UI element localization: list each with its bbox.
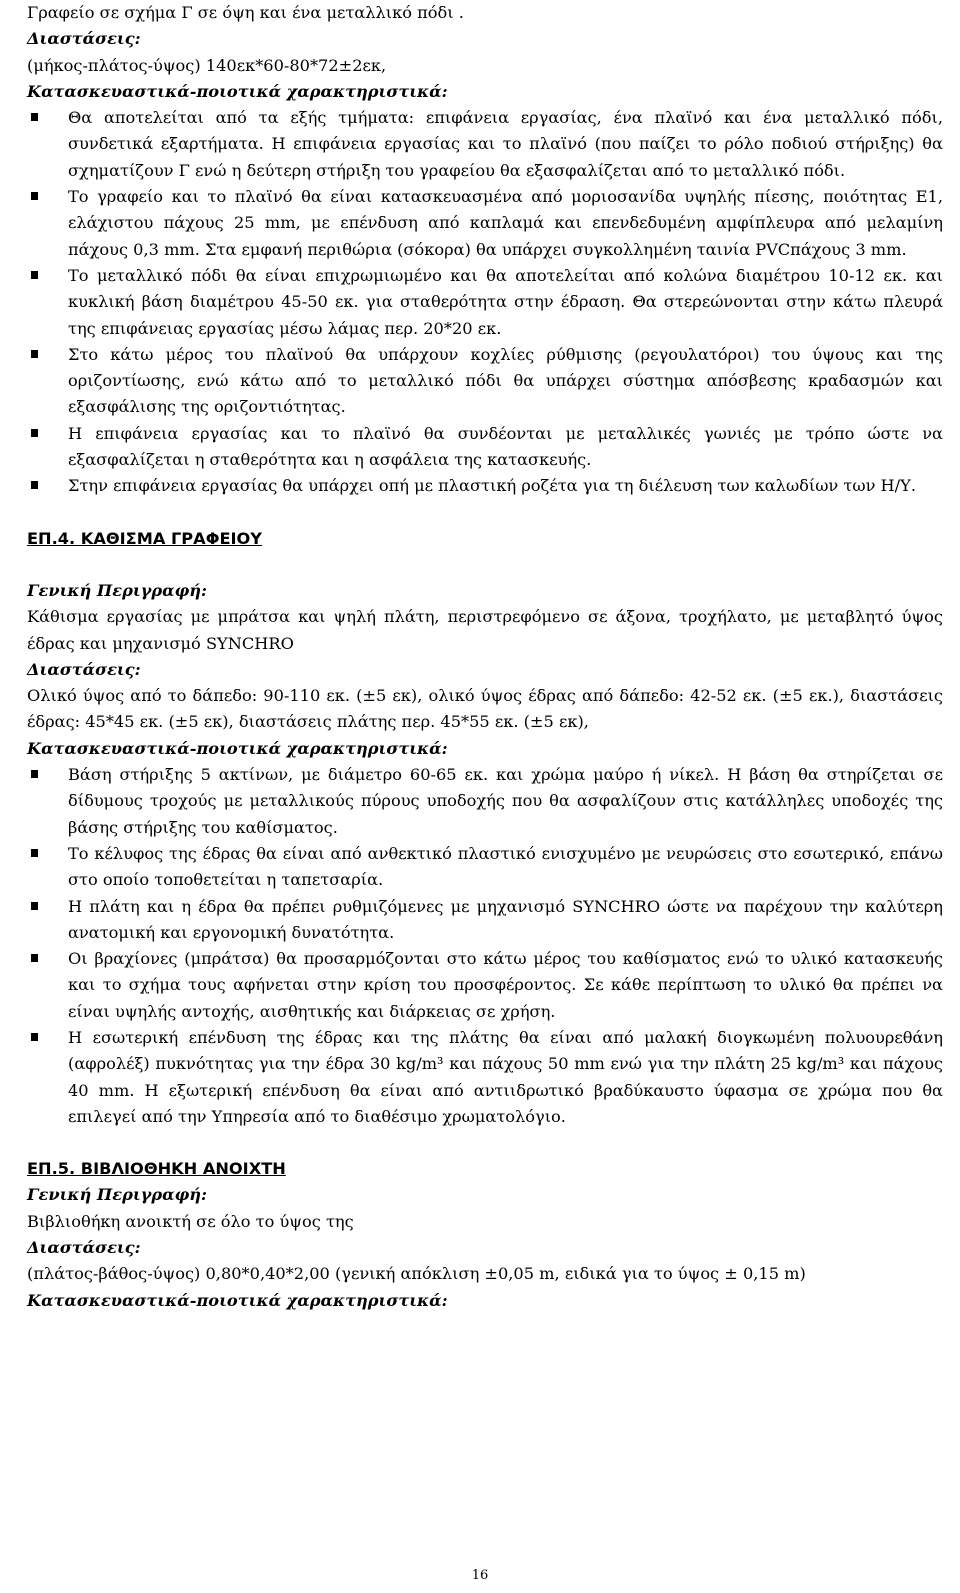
square-bullet-icon <box>31 481 38 489</box>
list-item-text: Στην επιφάνεια εργασίας θα υπάρχει οπή με πλαστική ροζέτα για τη διέλευση των καλωδίων των Η/Υ. <box>68 476 916 496</box>
list-item-text: Θα αποτελείται από τα εξής τμήματα: επιφάνεια εργασίας, ένα πλαϊνό και ένα μεταλλικό πόδι, συνδετικά εξαρτήματα. Η επιφάνεια εργασίας και το πλαϊνό (που παίζει το ρόλο ποδιού στήριξης) θα σχηματίζουν Γ ενώ η δεύτερη στήριξη του γραφείου θα εξασφαλίζεται από το μεταλλικό πόδι. <box>68 108 943 180</box>
square-bullet-icon <box>31 113 38 121</box>
section-5-heading: ΕΠ.5. ΒΙΒΛΙΟΘΗΚΗ ΑΝΟΙΧΤΗ <box>27 1159 286 1179</box>
list-item <box>27 184 943 263</box>
list-item <box>27 421 943 474</box>
section-4-general-label: Γενική Περιγραφή: <box>27 580 207 600</box>
list-item <box>27 105 943 184</box>
square-bullet-icon <box>31 192 38 200</box>
list-item-text: Το κέλυφος της έδρας θα είναι από ανθεκτικό πλαστικό ενισχυμένο με νευρώσεις στο εσωτερικό, επάνω στο οποίο τοποθετείται η ταπετσαρία. <box>68 843 943 890</box>
dimensions-value: (μήκος-πλάτος-ύψος) 140εκ*60-80*72±2εκ, <box>27 55 387 75</box>
list-item-text: Η πλάτη και η έδρα θα πρέπει ρυθμιζόμενες με μηχανισμό SYNCHRO ώστε να παρέχουν την καλύτερη ανατομική και εργονομική δυνατότητα. <box>68 896 943 942</box>
square-bullet-icon <box>31 429 38 437</box>
square-bullet-icon <box>31 350 38 358</box>
square-bullet-icon <box>31 271 38 279</box>
section-4-general-text: Κάθισμα εργασίας με μπράτσα και ψηλή πλάτη, περιστρεφόμενο σε άξονα, τροχήλατο, με μεταβλητό ύψος έδρας και μηχανισμό SYNCHRO <box>27 607 943 653</box>
list-item-text: Το γραφείο και το πλαϊνό θα είναι κατασκευασμένα από μοριοσανίδα υψηλής πίεσης, ποιότητας Ε1, ελάχιστου πάχους 25 mm, με επένδυση από καπλαμά και επενδεδυμένη αμφίπλευρα από μελαμίνη πάχους 0,3 mm. Στα εμφανή περιθώρια (σόκορα) θα υπάρχει συγκολλημένη ταινία PVCπάχους 3 mm. <box>68 187 943 259</box>
list-item <box>27 1025 943 1130</box>
section-5-general-text: Βιβλιοθήκη ανοικτή σε όλο το ύψος της <box>27 1211 354 1231</box>
square-bullet-icon <box>31 902 38 910</box>
section-4-dimensions-label: Διαστάσεις: <box>27 659 141 679</box>
list-item <box>27 946 943 1025</box>
list-item-text: Η επιφάνεια εργασίας και το πλαϊνό θα συνδέονται με μεταλλικές γωνιές με τρόπο ώστε να εξασφαλίζεται η σταθερότητα και η ασφάλεια της κατασκευής. <box>68 423 943 470</box>
square-bullet-icon <box>31 770 38 778</box>
list-item <box>27 762 943 841</box>
section-4-heading: ΕΠ.4. ΚΑΘΙΣΜΑ ΓΡΑΦΕΙΟΥ <box>27 528 263 548</box>
list-item <box>27 894 943 947</box>
section-5-general-label: Γενική Περιγραφή: <box>27 1185 207 1205</box>
list-item-text: Στο κάτω μέρος του πλαϊνού θα υπάρχουν κοχλίες ρύθμισης (ρεγουλατόροι) του ύψους και της οριζοντίωσης, ενώ κάτω από το μεταλλικό πόδι θα υπάρχει σύστημα απόσβεσης κραδασμών και εξασφάλισης της οριζοντιότητας. <box>68 344 943 417</box>
section-5-dimensions-text: (πλάτος-βάθος-ύψος) 0,80*0,40*2,00 (γενική απόκλιση ±0,05 m, ειδικά για το ύψος ± 0,15 m) <box>27 1264 806 1284</box>
list-item <box>27 342 943 421</box>
page-number: 16 <box>471 1568 489 1583</box>
list-item-text: Η εσωτερική επένδυση της έδρας και της πλάτης θα είναι από μαλακή διογκωμένη πολυουρεθάνη (αφρολέξ) πυκνότητας για την έδρα 30 kg/m³ και πάχους 50 mm ενώ για την πλάτη 25 kg/m³ και πάχους 40 mm. Η εξωτερική επένδυση θα είναι από αντιιδρωτικό βραδύκαυστο ύφασμα σε χρώμα που θα επιλεγεί από την Υπηρεσία από το διαθέσιμο χρωματολόγιο. <box>68 1027 943 1126</box>
square-bullet-icon <box>31 1033 38 1041</box>
section-5-dimensions-label: Διαστάσεις: <box>27 1238 141 1258</box>
list-item <box>27 841 943 894</box>
list-item-text: Το μεταλλικό πόδι θα είναι επιχρωμιωμένο και θα αποτελείται από κολώνα διαμέτρου 10-12 εκ. και κυκλική βάση διαμέτρου 45-50 εκ. για σταθερότητα στην έδραση. Θα στερεώνονται στην κάτω πλευρά της επιφάνειας εργασίας μέσω λάμας περ. 20*20 εκ. <box>68 265 943 338</box>
list-item <box>27 473 943 499</box>
list-item-text: Βάση στήριξης 5 ακτίνων, με διάμετρο 60-65 εκ. και χρώμα μαύρο ή νίκελ. Η βάση θα στηρίζεται σε δίδυμους τροχούς με μεταλλικούς πύρους υποδοχής που θα ασφαλίζουν στις κατάλληλες υποδοχές της βάσης στήριξης του καθίσματος. <box>68 765 943 837</box>
square-bullet-icon <box>31 849 38 857</box>
document-page <box>27 0 943 1314</box>
dimensions-label: Διαστάσεις: <box>27 29 141 49</box>
section-4-features-list <box>27 762 943 1130</box>
features-list <box>27 105 943 499</box>
square-bullet-icon <box>31 954 38 962</box>
section-4-features-label: Κατασκευαστικά-ποιοτικά χαρακτηριστικά: <box>27 738 448 758</box>
list-item <box>27 263 943 342</box>
section-4-dimensions-text: Ολικό ύψος από το δάπεδο: 90-110 εκ. (±5 εκ), ολικό ύψος έδρας από δάπεδο: 42-52 εκ. (±5 εκ.), διαστάσεις έδρας: 45*45 εκ. (±5 εκ), διαστάσεις πλάτης περ. 45*55 εκ. (±5 εκ), <box>27 686 943 732</box>
list-item-text: Οι βραχίονες (μπράτσα) θα προσαρμόζονται στο κάτω μέρος του καθίσματος ενώ το υλικό κατασκευής και το σχήμα τους αφήνεται στην κρίση του προσφέροντος. Σε κάθε περίπτωση το υλικό θα πρέπει να είναι υψηλής αντοχής, αισθητικής και διάρκειας σε χρήση. <box>68 949 943 1021</box>
features-label: Κατασκευαστικά-ποιοτικά χαρακτηριστικά: <box>27 81 448 101</box>
section-5-features-label: Κατασκευαστικά-ποιοτικά χαρακτηριστικά: <box>27 1290 448 1310</box>
intro-line: Γραφείο σε σχήμα Γ σε όψη και ένα μεταλλικό πόδι . <box>27 3 464 22</box>
